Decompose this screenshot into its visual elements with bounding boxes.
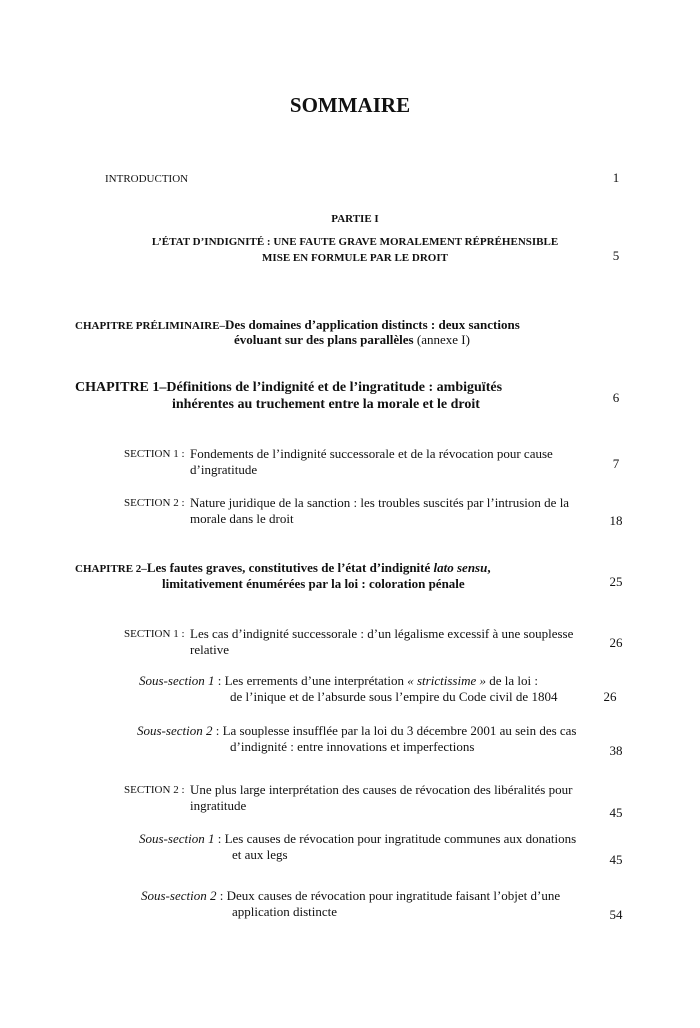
- c2-section2-line2: ingratitude: [190, 798, 247, 813]
- chapitre-2-line2: limitativement énumérées par la loi : coloration pénale: [162, 576, 465, 591]
- c2s2-subsection1: [139, 831, 576, 847]
- c2s1-subsection2-sep: :: [212, 723, 223, 738]
- c1-section2-page: 18: [609, 513, 623, 528]
- partie-page: 5: [612, 248, 620, 263]
- c2s1-subsection2-line2: d’indignité : entre innovations et imperfections: [230, 739, 475, 754]
- c2s1-subsection1-line2: de l’inique et de l’absurde sous l’empire du Code civil de 1804: [230, 689, 558, 704]
- c1-section2-line1: Nature juridique de la sanction : les troubles suscités par l’intrusion de la: [190, 495, 570, 510]
- c1-section1-line2: d’ingratitude: [190, 462, 258, 477]
- c2s2-subsection2-page: 54: [609, 907, 623, 922]
- chapitre-2-comma: ,: [487, 560, 491, 575]
- c2s2-subsection2-label: Sous-section 2: [141, 888, 217, 903]
- c2-section2-line1: Une plus large interprétation des causes de révocation des libéralités pour: [190, 782, 573, 797]
- c2s2-subsection1-page: 45: [609, 852, 623, 867]
- chapitre-2-page: 25: [609, 574, 623, 589]
- c2s2-subsection2-line1: Deux causes de révocation pour ingratitude faisant l’objet d’une: [226, 888, 561, 903]
- chapitre-2-label: CHAPITRE 2–: [75, 563, 147, 575]
- c2s1-subsection1: [139, 673, 538, 689]
- chapitre-2-line1: Les fautes graves, constitutives de l’état d’indignité: [146, 560, 434, 575]
- c2s2-subsection1-line1: Les causes de révocation pour ingratitude communes aux donations: [224, 831, 577, 846]
- chapitre-1-line2: inhérentes au truchement entre la morale et le droit: [172, 397, 480, 412]
- chapitre-preliminaire-label: CHAPITRE PRÉLIMINAIRE–: [75, 320, 226, 332]
- c2-section1-line2: relative: [190, 642, 229, 657]
- c2s2-subsection2-line2: application distincte: [232, 904, 338, 919]
- chapitre-1: [75, 380, 502, 396]
- c1-section1-label: SECTION 1 :: [124, 448, 185, 460]
- c2-section1-line1: Les cas d’indignité successorale : d’un légalisme excessif à une souplesse: [190, 626, 574, 641]
- chapitre-2: [75, 560, 491, 576]
- chapitre-1-page: 6: [612, 390, 620, 405]
- c2-section1-label: SECTION 1 :: [124, 628, 185, 640]
- c1-section1-line1: Fondements de l’indignité successorale et de la révocation pour cause: [190, 446, 553, 461]
- c2s1-subsection2-label: Sous-section 2: [137, 723, 213, 738]
- c2s1-subsection2: [137, 723, 577, 739]
- chapitre-preliminaire-note: (annexe I): [416, 332, 470, 347]
- c2s2-subsection2: [141, 888, 560, 904]
- chapitre-2-lato-sensu: lato sensu: [433, 560, 488, 575]
- c2s2-subsection1-sep: :: [214, 831, 225, 846]
- partie-title-line2: MISE EN FORMULE PAR LE DROIT: [262, 252, 448, 264]
- c2s1-subsection1-label: Sous-section 1: [139, 673, 215, 688]
- c2s1-subsection1-line1: Les errements d’une interprétation: [224, 673, 408, 688]
- c2s2-subsection2-sep: :: [216, 888, 227, 903]
- toc-introduction-page: 1: [612, 170, 620, 185]
- c2s1-subsection2-line1: La souplesse insufflée par la loi du 3 décembre 2001 au sein des cas: [222, 723, 577, 738]
- c2s1-subsection1-page: 26: [603, 689, 617, 704]
- c2-section2-page: 45: [609, 805, 623, 820]
- c1-section2-label: SECTION 2 :: [124, 497, 185, 509]
- c1-section1-page: 7: [612, 456, 620, 471]
- chapitre-preliminaire-line2: évoluant sur des plans parallèles: [234, 332, 414, 347]
- partie-title-line1: L’ÉTAT D’INDIGNITÉ : UNE FAUTE GRAVE MORALEMENT RÉPRÉHENSIBLE: [151, 236, 559, 248]
- c2s1-subsection1-strictissime: « strictissime »: [407, 673, 486, 688]
- partie-label: PARTIE I: [331, 213, 379, 225]
- c2s2-subsection1-line2: et aux legs: [232, 847, 288, 862]
- c2-section2-label: SECTION 2 :: [124, 784, 185, 796]
- c2-section1-page: 26: [609, 635, 623, 650]
- chapitre-1-label: CHAPITRE 1–: [75, 380, 167, 395]
- c1-section2-line2: morale dans le droit: [190, 511, 294, 526]
- c2s1-subsection2-page: 38: [609, 743, 623, 758]
- c2s2-subsection1-label: Sous-section 1: [139, 831, 215, 846]
- c2s1-subsection1-sep: :: [214, 673, 225, 688]
- chapitre-preliminaire-line1: Des domaines d’application distincts : deux sanctions: [225, 317, 520, 332]
- page-title: SOMMAIRE: [289, 93, 411, 117]
- toc-introduction-label: INTRODUCTION: [105, 173, 189, 185]
- c2s1-subsection1-line1-end: de la loi :: [485, 673, 538, 688]
- chapitre-1-line1: Définitions de l’indignité et de l’ingratitude : ambiguïtés: [166, 380, 503, 395]
